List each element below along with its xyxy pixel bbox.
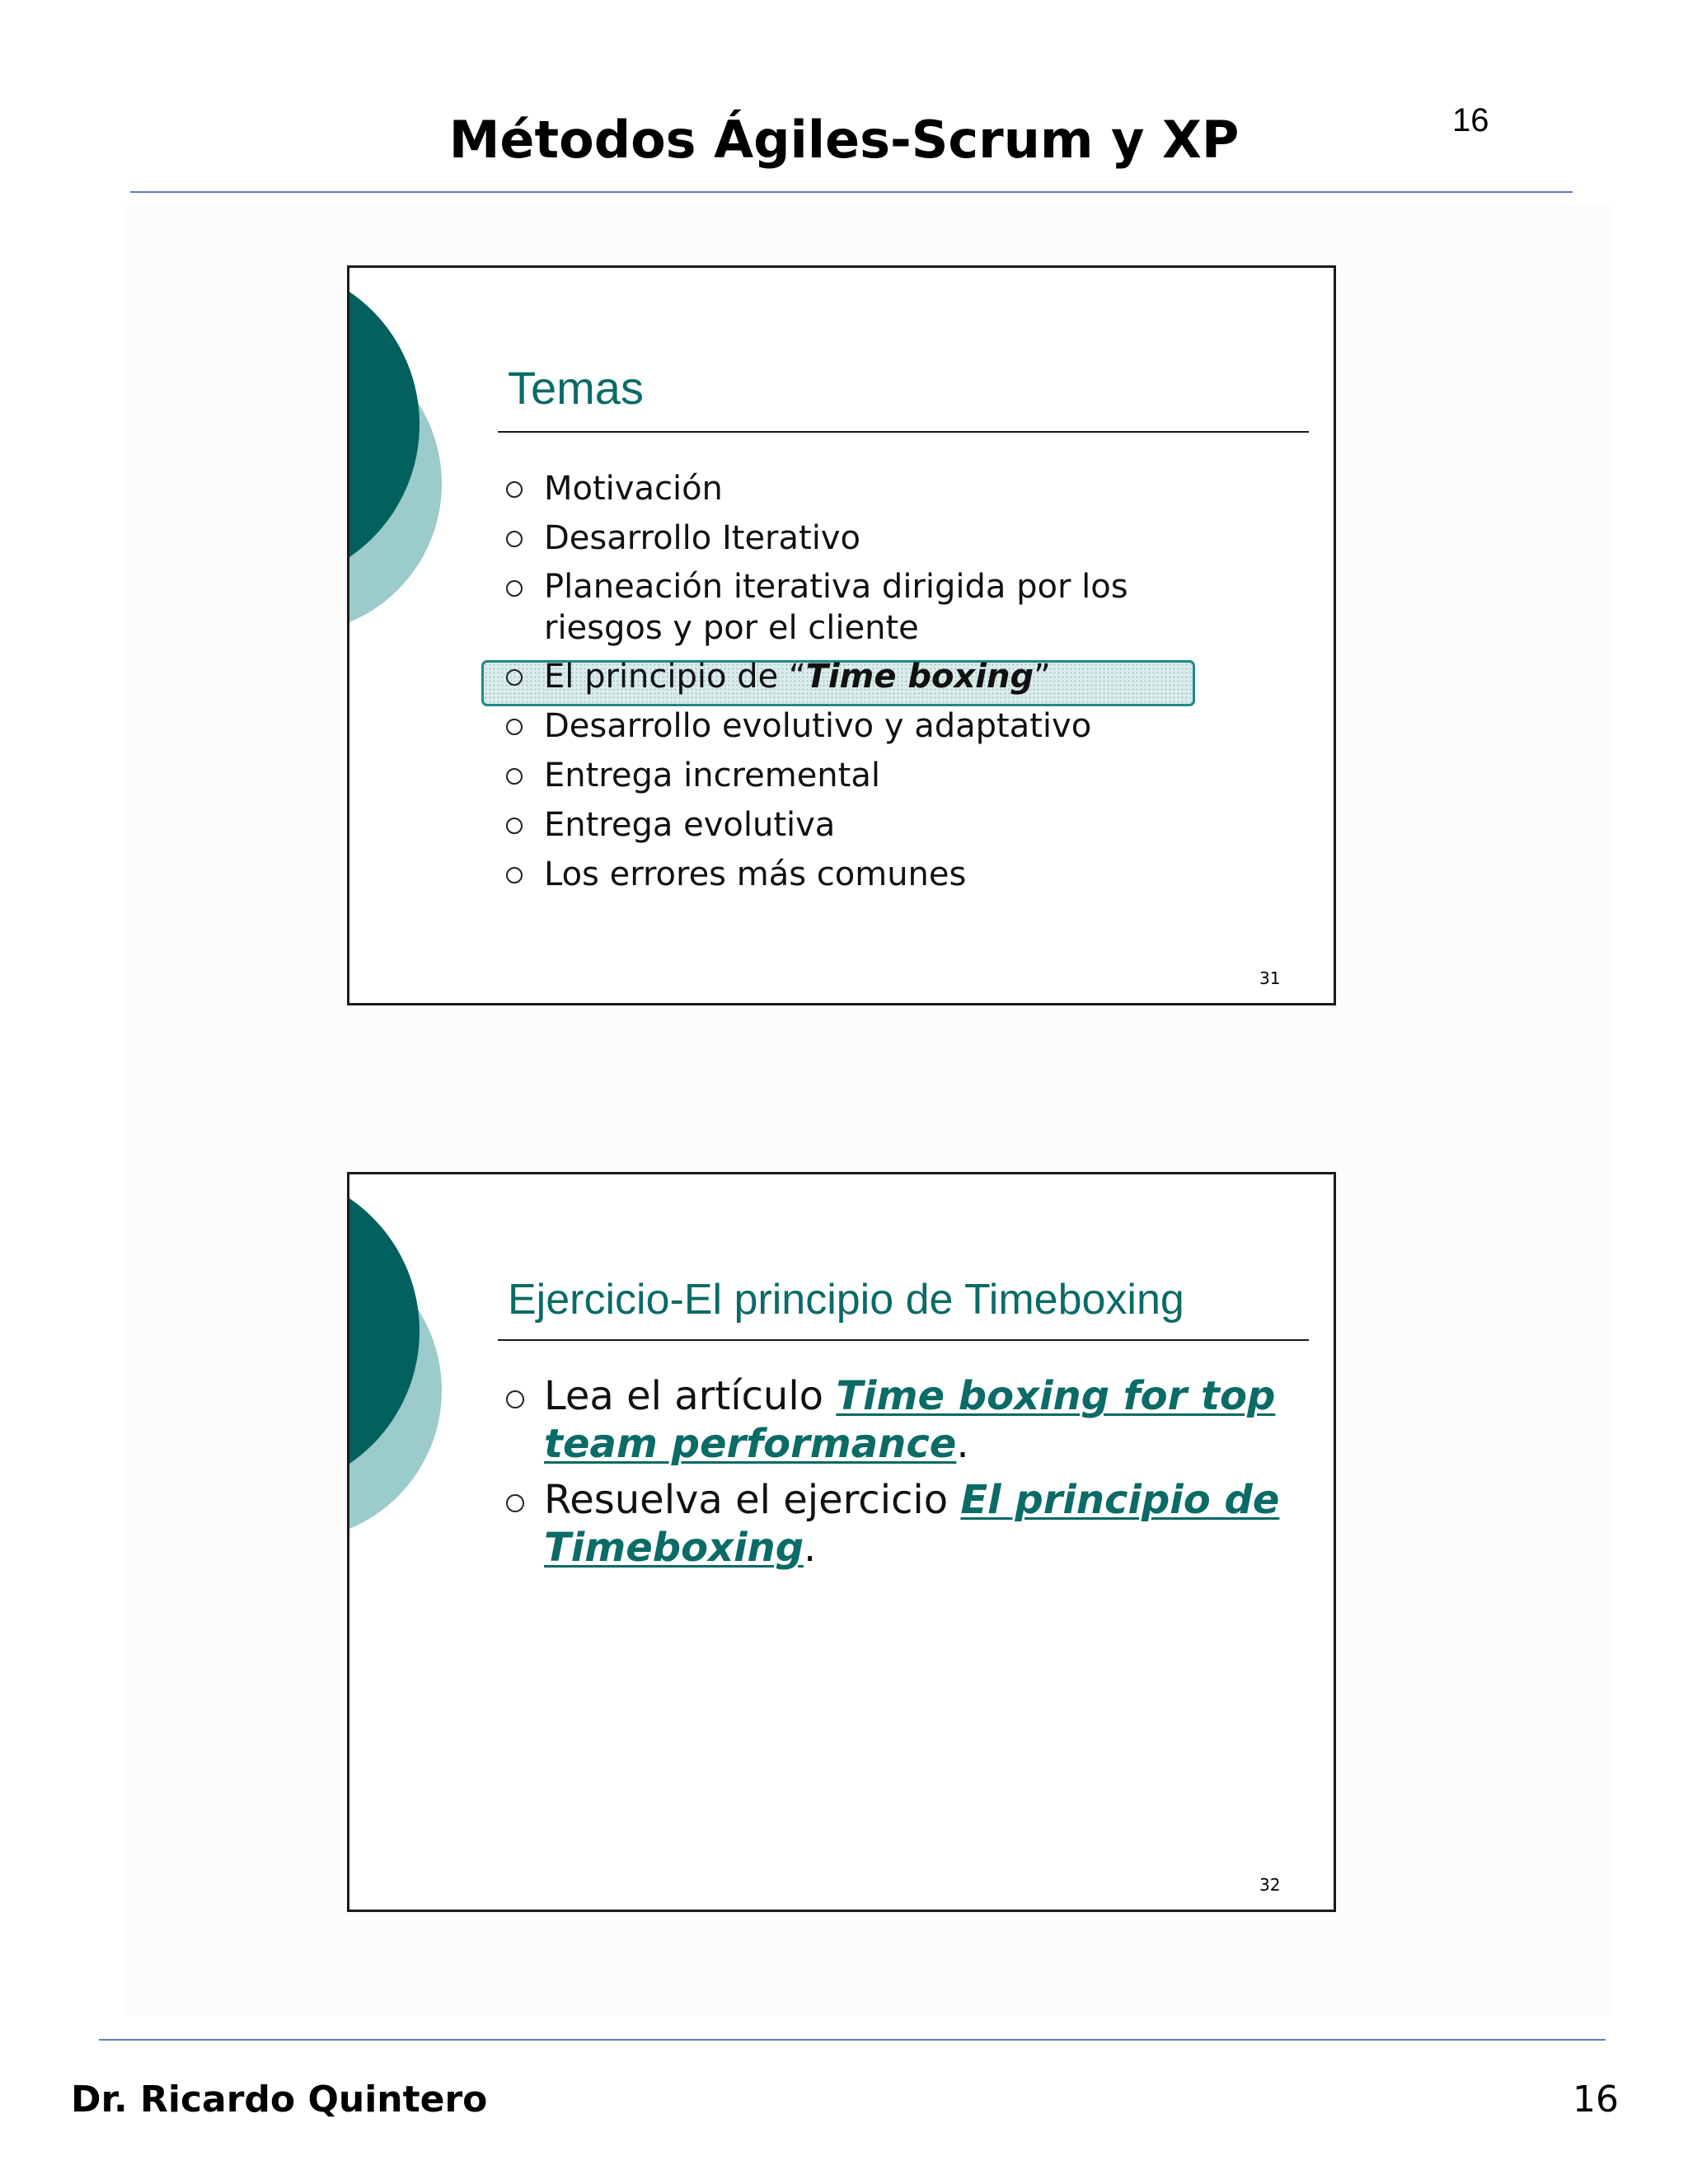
footer-divider (99, 2039, 1606, 2041)
slide-number: 31 (1259, 968, 1281, 988)
list-item: Resuelva el ejercicio El principio de Timeboxing. (506, 1476, 1322, 1572)
list-item: Entrega incremental (506, 754, 1297, 797)
bullet-circle-icon (506, 1494, 524, 1512)
list-item: Lea el artículo Time boxing for top team performance. (506, 1372, 1322, 1468)
article-link[interactable]: Time boxing for top team performance (544, 1373, 1276, 1467)
bullet-circle-icon (506, 1390, 524, 1408)
exercise-list (506, 1372, 1322, 1580)
list-item: Desarrollo Iterativo (506, 517, 1297, 560)
slide-title-divider (498, 1339, 1309, 1341)
bullet-circle-icon (506, 669, 523, 686)
list-item: Desarrollo evolutivo y adaptativo (506, 705, 1297, 748)
header-divider (130, 191, 1573, 193)
list-item: Motivación (506, 467, 1297, 510)
slide-32 (347, 1172, 1336, 1912)
page-title: Métodos Ágiles-Scrum y XP (448, 110, 1240, 170)
bullet-circle-icon (506, 481, 523, 498)
exercise-link[interactable]: El principio de Timeboxing (544, 1477, 1280, 1571)
slide-decoration-circles (349, 268, 465, 647)
topic-list (506, 467, 1297, 902)
header-page-number: 16 (1452, 102, 1489, 138)
bullet-circle-icon (506, 867, 523, 883)
footer-page-number: 16 (1573, 2079, 1619, 2121)
slide-title: Ejercicio-El principio de Timeboxing (508, 1276, 1184, 1324)
list-item: Planeación iterativa dirigida por los riesgos y por el cliente (506, 566, 1297, 649)
slide-decoration-circles (349, 1174, 465, 1554)
list-item: Entrega evolutiva (506, 804, 1297, 846)
slide-number: 32 (1259, 1875, 1281, 1895)
bullet-circle-icon (506, 818, 523, 834)
slide-31 (347, 265, 1336, 1005)
bullet-circle-icon (506, 580, 523, 597)
bullet-circle-icon (506, 719, 523, 735)
list-item-highlighted: El principio de “Time boxing” (506, 655, 1297, 698)
bullet-circle-icon (506, 768, 523, 785)
footer-author: Dr. Ricardo Quintero (71, 2079, 488, 2121)
slide-title-divider (498, 431, 1309, 433)
list-item: Los errores más comunes (506, 853, 1297, 896)
bullet-circle-icon (506, 531, 523, 547)
slide-title: Temas (508, 362, 644, 414)
